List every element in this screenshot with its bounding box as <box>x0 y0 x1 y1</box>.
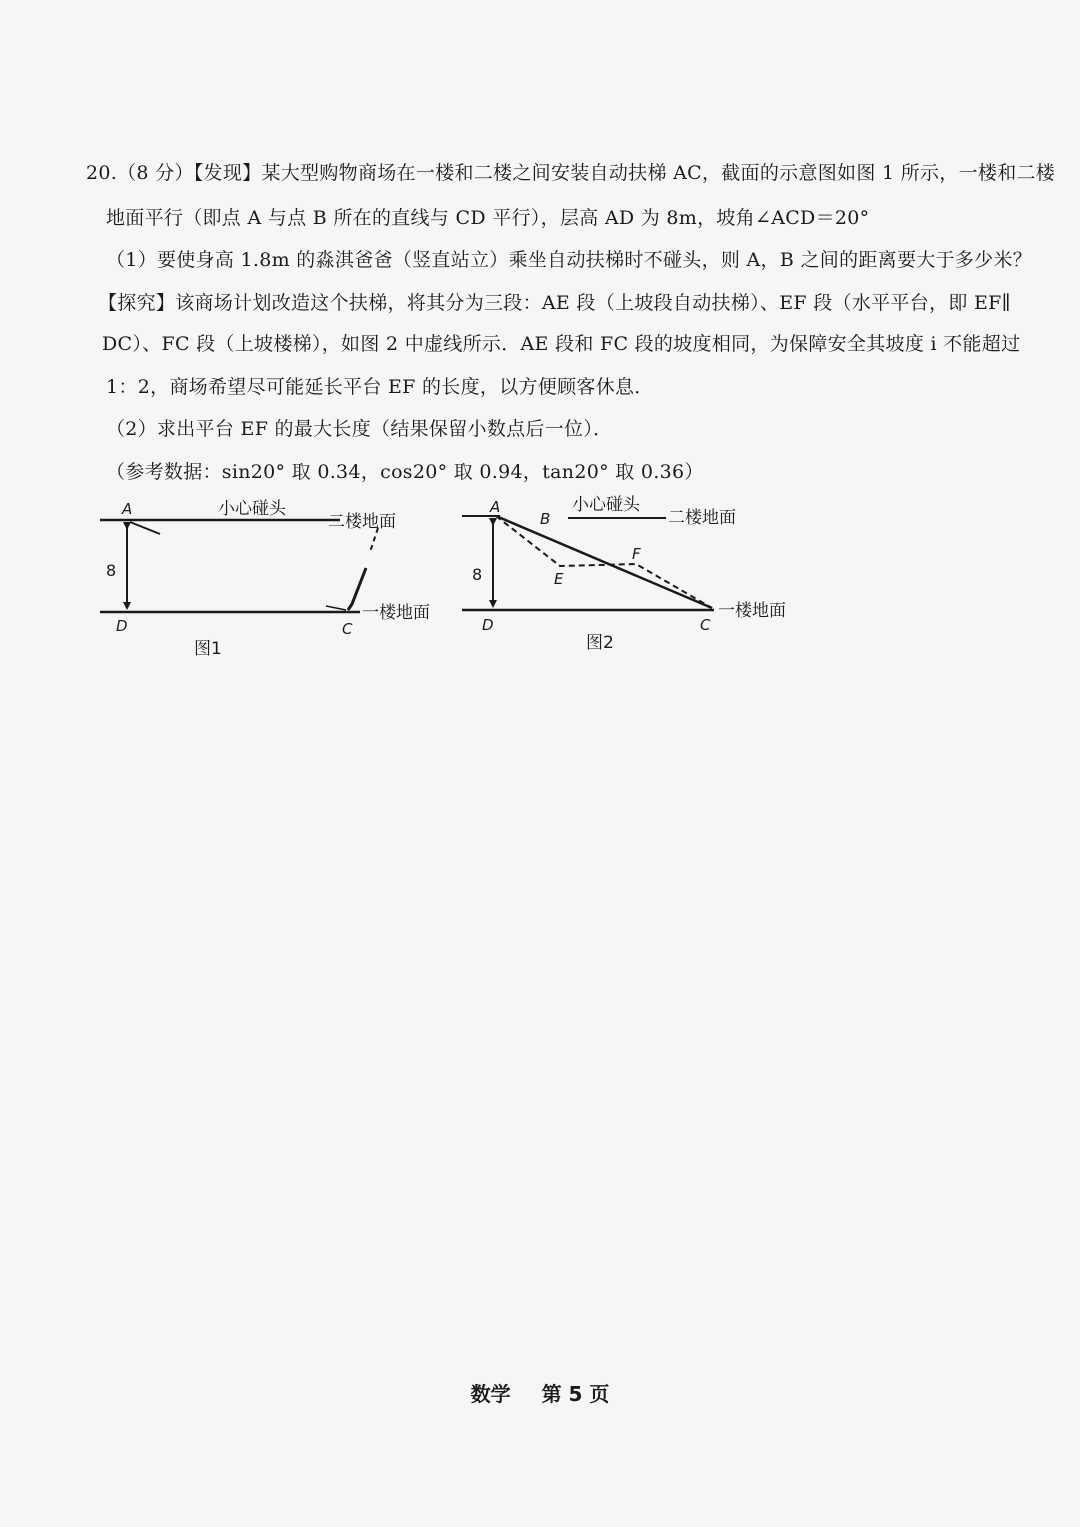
escalator-AC <box>496 516 712 608</box>
question-line-5: DC）、FC 段（上坡楼梯），如图 2 中虚线所示．AE 段和 FC 段的坡度相同，为保障安全其坡度 i 不能超过 <box>102 333 1021 355</box>
angle-mark <box>326 606 346 610</box>
warning-label: 小心碰头 <box>218 499 286 519</box>
height-label: 8 <box>472 565 483 584</box>
question-line-7: （2）求出平台 EF 的最大长度（结果保留小数点后一位）． <box>106 418 613 440</box>
footer-page-number: 第 5 页 <box>541 1382 610 1406</box>
warning-label: 小心碰头 <box>572 495 640 515</box>
label-E: E <box>554 570 564 588</box>
label-D: D <box>116 617 128 635</box>
figure-1-caption: 图1 <box>194 639 222 659</box>
label-A: A <box>122 500 133 518</box>
question-line-1: 20.（8 分）【发现】某大型购物商场在一楼和二楼之间安装自动扶梯 AC，截面的示意图如图 1 所示，一楼和二楼 <box>86 162 1056 184</box>
page-footer <box>0 1378 1080 1407</box>
height-label: 8 <box>106 561 117 580</box>
question-line-2: 地面平行（即点 A 与点 B 所在的直线与 CD 平行），层高 AD 为 8m，坡角∠ACD＝20° <box>106 207 870 229</box>
second-floor-label: 二楼地面 <box>668 508 736 528</box>
figure-2 <box>460 492 820 666</box>
figure-2-svg <box>460 492 820 662</box>
question-line-3: （1）要使身高 1.8m 的淼淇爸爸（竖直站立）乘坐自动扶梯时不碰头，则 A，B 之间的距离要大于多少米？ <box>106 249 1033 271</box>
label-D: D <box>482 616 494 634</box>
label-F: F <box>632 545 641 563</box>
label-A: A <box>490 498 501 516</box>
escalator-stroke-top <box>130 522 160 534</box>
label-C: C <box>700 616 711 634</box>
question-line-6: 1：2，商场希望尽可能延长平台 EF 的长度，以方便顾客休息． <box>106 376 654 398</box>
figure-2-caption: 图2 <box>586 633 614 653</box>
first-floor-label: 一楼地面 <box>718 601 786 621</box>
label-B: B <box>540 510 551 528</box>
first-floor-label: 一楼地面 <box>362 603 430 623</box>
footer-subject: 数学 <box>470 1382 511 1406</box>
question-line-4: 【探究】该商场计划改造这个扶梯，将其分为三段：AE 段（上坡段自动扶梯）、EF 段（水平平台，即 EF∥ <box>98 292 1011 314</box>
second-floor-label: 二楼地面 <box>328 512 396 532</box>
figure-1-svg <box>90 492 450 662</box>
figure-1 <box>90 492 450 666</box>
label-C: C <box>342 620 353 638</box>
question-line-8: （参考数据：sin20° 取 0.34，cos20° 取 0.94，tan20° 取 0.36） <box>106 461 704 483</box>
